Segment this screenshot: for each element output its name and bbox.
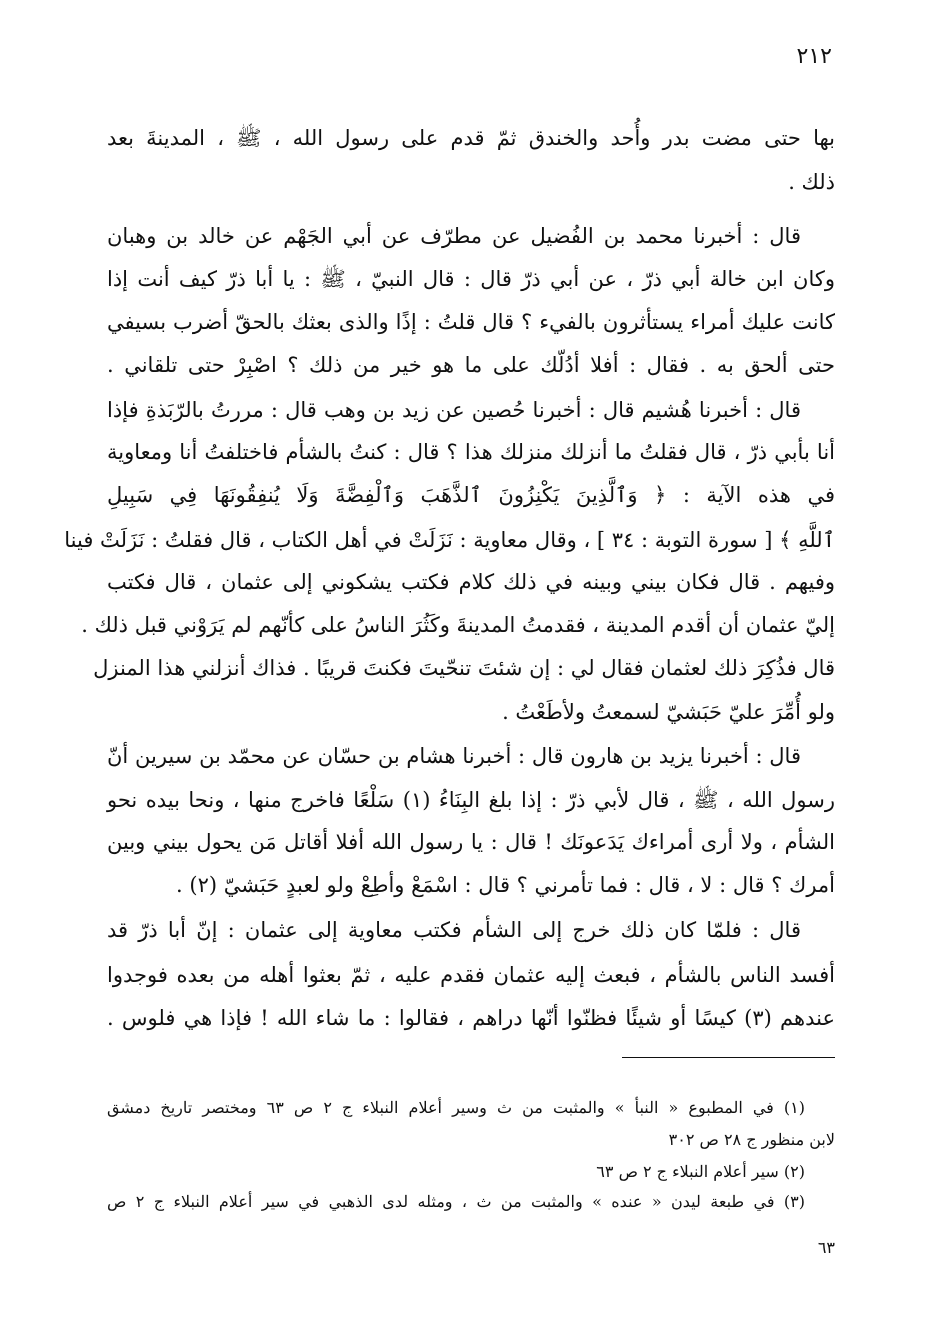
page-number: ٢١٢ — [796, 44, 832, 69]
text-line: وكان ابن خالة أبي ذرّ ، عن أبي ذرّ قال : قال النبيّ ، ﷺ : يا أبا ذرّ كيف أنت إذا — [107, 267, 835, 291]
text-line: ولو أُمِّرَ عليّ حَبَشيّ لسمعتُ ولأطَعْتُ . — [502, 700, 835, 724]
text-line: إليّ عثمان أن أقدم المدينة ، فقدمتُ المدينةَ وكَثُرَ الناسُ على كأنّهم لم يَرَوْني قبل ذلك . — [81, 613, 835, 637]
text-line: وفيهم . قال فكان بيني وبينه في ذلك كلام فكتب يشكوني إلى عثمان ، قال فكتب — [107, 570, 835, 594]
footnote: (٢) سير أعلام النبلاء ج ٢ ص ٦٣ — [596, 1162, 805, 1181]
text-line: قال : أخبرنا محمد بن الفُضيل عن مطرّف عن أبي الجَهْم عن خالد بن وهبان — [107, 224, 801, 248]
text-line: قال : أخبرنا يزيد بن هارون قال : أخبرنا هشام بن حسّان عن محمّد بن سيرين أنّ — [107, 744, 801, 768]
text-line: قال : أخبرنا هُشيم قال : أخبرنا حُصين عن زيد بن وهب قال : مررتُ بالرّبَذةِ فإذا — [107, 398, 801, 422]
footnote: (٣) في طبعة ليدن « عنده » والمثبت من ث ، ومثله لدى الذهبي في سير أعلام النبلاء ج ٢ ص — [107, 1192, 805, 1211]
text-line: ذلك . — [788, 170, 835, 194]
text-line: بها حتى مضت بدر وأُحد والخندق ثمّ قدم على رسول الله ، ﷺ ، المدينةَ بعد — [107, 126, 835, 150]
footnote: ٦٣ — [817, 1238, 835, 1257]
text-line: أمرك ؟ قال : لا ، قال : فما تأمرني ؟ قال : اسْمَعْ وأطِعْ ولو لعبدٍ حَبَشيّ (٢) . — [176, 873, 835, 897]
quran-verse-line: في هذه الآية : ﴿ وَٱلَّذِينَ يَكْنِزُونَ ٱلذَّهَبَ وَٱلْفِضَّةَ وَلَا يُنفِقُونَهَا فِي سَبِيلِ — [107, 483, 835, 507]
footnote: لابن منظور ج ٢٨ ص ٣٠٢ — [668, 1130, 835, 1149]
text-line: عندهم (٣) كيسًا أو شيئًا فظنّوا أنّها دراهم ، فقالوا : ما شاء الله ! فإذا هي فلوس . — [107, 1006, 836, 1030]
footnote-divider — [622, 1057, 835, 1058]
text-line: كانت عليك أمراء يستأثرون بالفيء ؟ قال قلتُ : إذًا والذى بعثك بالحقّ أضرب بسيفي — [107, 310, 835, 334]
text-line: رسول الله ، ﷺ ، قال لأبي ذرّ : إذا بلغ البِنَاءُ (١) سَلْعًا فاخرج منها ، ونحا بيده نحو — [107, 788, 835, 812]
text-line: ٱللَّهِ ﴾ [ سورة التوبة : ٣٤ ] ، وقال معاوية : نَزَلَتْ في أهل الكتاب ، قال فقلتُ : نَزَلَتْ فينا — [64, 528, 835, 552]
text-line: قال فذُكِرَ ذلك لعثمان فقال لي : إن شئتَ تنحّيتَ فكنتَ قريبًا . فذاك أنزلني هذا المنزل — [93, 656, 835, 680]
text-line: حتى ألحق به . فقال : أفلا أدُلّك على ما هو خير من ذلك ؟ اصْبِرْ حتى تلقاني . — [107, 353, 835, 377]
text-line: قال : فلمّا كان ذلك خرج إلى الشأم فكتب معاوية إلى عثمان : إنّ أبا ذرّ قد — [107, 918, 801, 942]
footnote: (١) في المطبوع « النبأ » والمثبت من ث وسير أعلام النبلاء ج ٢ ص ٦٣ ومختصر تاريخ دمشق — [107, 1098, 806, 1117]
text-line: أنا بأبي ذرّ ، قال فقلتُ ما أنزلك منزلك هذا ؟ قال : كنتُ بالشأم فاختلفتُ أنا ومعاوية — [107, 440, 835, 464]
text-line: الشأم ، ولا أرى أمراءك يَدَعونَك ! قال : يا رسول الله أفلا أقاتل مَن يحول بيني وبين — [107, 830, 835, 854]
text-line: أفسد الناس بالشأم ، فبعث إليه عثمان فقدم عليه ، ثمّ بعثوا أهله من بعده فوجدوا — [107, 963, 835, 987]
